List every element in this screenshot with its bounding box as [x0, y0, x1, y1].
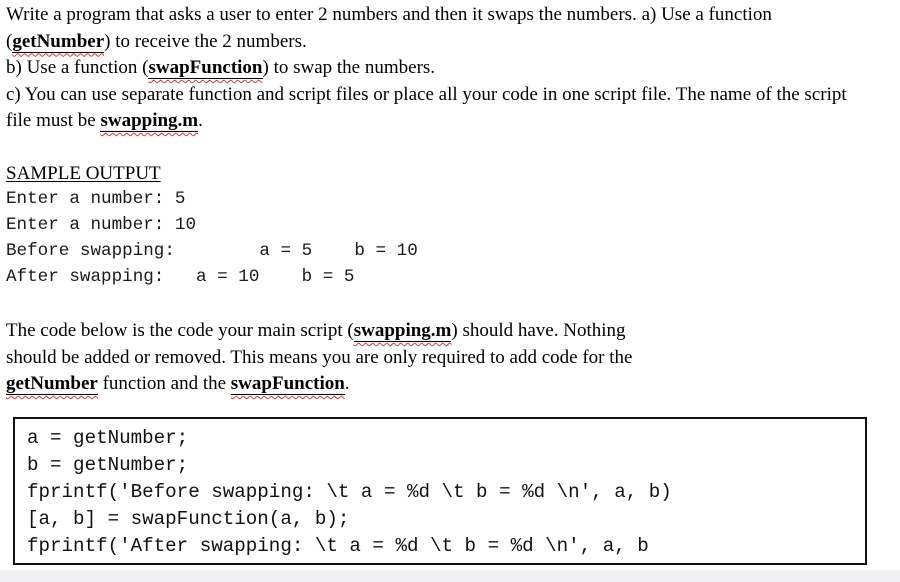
- assignment-instructions: [6, 2, 896, 135]
- swapfunction-name: swapFunction: [148, 57, 263, 78]
- code-block: [13, 417, 867, 565]
- instruction-line-2: ) to receive the 2 numbers.: [104, 30, 307, 52]
- sample-output-line: Enter a number: 10: [6, 215, 197, 235]
- code-line-2: b = getNumber;: [27, 454, 189, 476]
- sample-output-line: Before swapping: a = 5 b = 10: [6, 241, 418, 261]
- note-script-filename: swapping.m: [353, 320, 452, 341]
- sample-output-heading: SAMPLE OUTPUT: [6, 163, 161, 184]
- sample-output-line: Enter a number: 5: [6, 189, 186, 209]
- main-script-note: [6, 318, 896, 398]
- instruction-line-5a: file must be: [6, 110, 101, 131]
- sample-output-line: After swapping: a = 10 b = 5: [6, 267, 355, 287]
- note-line-3b: .: [344, 373, 350, 394]
- instruction-line-3a: b) Use a function (: [6, 57, 149, 78]
- note-line-3a: function and the: [97, 373, 231, 394]
- script-filename: swapping.m: [100, 110, 199, 131]
- code-line-3: fprintf('Before swapping: \t a = %d \t b = %d \n', a, b): [27, 481, 672, 503]
- bottom-edge-strip: [0, 570, 900, 582]
- instruction-line-4: c) You can use separate function and script files or place all your code in one script file. The name of the script: [6, 83, 847, 105]
- instruction-line-3b: ) to swap the numbers.: [262, 57, 436, 78]
- paren-open: (: [6, 30, 13, 52]
- note-getnumber-name: getNumber: [6, 373, 98, 394]
- getnumber-function-name: getNumber: [12, 30, 105, 52]
- note-line-2: should be added or removed. This means you are only required to add code for the: [6, 346, 633, 368]
- note-line-1b: ) should have. Nothing: [451, 320, 626, 341]
- instruction-line-5b: .: [198, 110, 203, 131]
- code-line-4: [a, b] = swapFunction(a, b);: [27, 508, 350, 530]
- instruction-line-1: Write a program that asks a user to enter 2 numbers and then it swaps the numbers. a) Use a function: [6, 4, 772, 25]
- code-line-5: fprintf('After swapping: \t a = %d \t b = %d \n', a, b: [27, 535, 649, 557]
- note-swapfunction-name: swapFunction: [230, 373, 345, 394]
- note-line-1a: The code below is the code your main script (: [6, 320, 354, 341]
- code-line-1: a = getNumber;: [27, 427, 189, 449]
